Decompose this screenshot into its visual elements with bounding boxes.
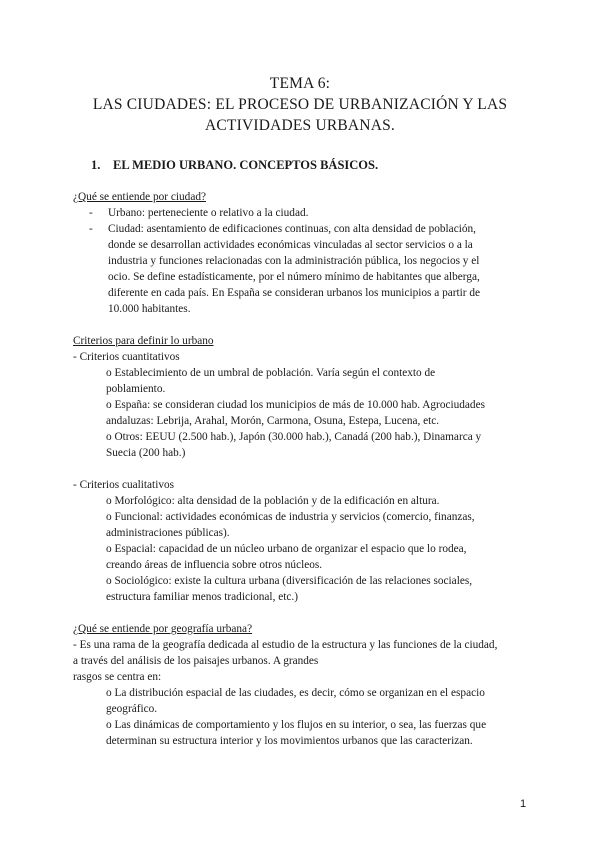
text-line: Ciudad: asentamiento de edificaciones continuas, con alta densidad de población,: [108, 223, 476, 235]
text-line: estructura familiar menos tradicional, etc.): [106, 591, 298, 603]
qualitative-label: - Criterios cualitativos: [73, 479, 175, 491]
text-line: rasgos se centra en:: [73, 671, 162, 683]
bullet-marker: -: [89, 207, 93, 219]
section-heading: [91, 158, 378, 173]
question-ciudad: ¿Qué se entiende por ciudad?: [73, 191, 206, 203]
text-line: Suecia (200 hab.): [106, 447, 186, 459]
quantitative-label: - Criterios cuantitativos: [73, 351, 180, 363]
quantitative-list: [106, 365, 485, 461]
section-number: 1.: [91, 158, 101, 172]
text-line: o Otros: EEUU (2.500 hab.), Japón (30.000 hab.), Canadá (200 hab.), Dinamarca y: [106, 431, 482, 443]
text-line: o Sociológico: existe la cultura urbana (diversificación de las relaciones sociales,: [106, 575, 473, 587]
text-line: o Las dinámicas de comportamiento y los flujos en su interior, o sea, las fuerzas que: [106, 719, 487, 731]
section-title: EL MEDIO URBANO. CONCEPTOS BÁSICOS.: [113, 158, 379, 172]
text-line: a través del análisis de los paisajes urbanos. A grandes: [73, 655, 319, 667]
bullet-marker: -: [89, 223, 93, 235]
page-number: 1: [520, 798, 527, 810]
title-line-1: TEMA 6:: [269, 75, 331, 92]
text-line: ocio. Se define estadísticamente, por el número mínimo de habitantes que alberga,: [108, 271, 480, 283]
text-line: geográfico.: [106, 703, 158, 715]
text-line: o Morfológico: alta densidad de la población y de la edificación en altura.: [106, 495, 440, 507]
text-line: o Funcional: actividades económicas de industria y servicios (comercio, finanzas,: [106, 511, 475, 523]
text-line: - Es una rama de la geografía dedicada al estudio de la estructura y las funciones de la ciudad,: [73, 639, 498, 651]
text-line: 10.000 habitantes.: [108, 303, 191, 315]
title-line-3: ACTIVIDADES URBANAS.: [204, 117, 395, 134]
text-line: o Espacial: capacidad de un núcleo urbano de organizar el espacio que lo rodea,: [106, 543, 467, 555]
bullet-ciudad-text: [108, 221, 480, 317]
geografia-intro: [73, 637, 497, 685]
text-line: donde se desarrollan actividades económicas vinculadas al sector servicios o a la: [108, 239, 473, 251]
text-line: creando áreas de influencia sobre otros núcleos.: [106, 559, 323, 571]
text-line: industria y funciones relacionadas con la administración pública, los negocios y el: [108, 255, 480, 267]
text-line: administraciones públicas).: [106, 527, 230, 539]
qualitative-list: [106, 493, 475, 605]
text-line: poblamiento.: [106, 383, 166, 395]
criteria-heading: Criterios para definir lo urbano: [73, 335, 214, 347]
title-line-2: LAS CIUDADES: EL PROCESO DE URBANIZACIÓN Y LAS: [92, 96, 508, 113]
text-line: o Establecimiento de un umbral de población. Varía según el contexto de: [106, 367, 436, 379]
text-line: o España: se consideran ciudad los municipios de más de 10.000 hab. Agrociudades: [106, 399, 485, 411]
text-line: andaluzas: Lebrija, Arahal, Morón, Carmona, Osuna, Estepa, Lucena, etc.: [106, 415, 440, 427]
text-line: determinan su estructura interior y los movimientos urbanos que las caracterizan.: [106, 735, 473, 747]
geografia-points: [106, 685, 486, 749]
text-line: diferente en cada país. En España se consideran urbanos los municipios a partir de: [108, 287, 481, 299]
bullet-urbano-text: Urbano: perteneciente o relativo a la ciudad.: [108, 207, 309, 219]
text-line: o La distribución espacial de las ciudades, es decir, cómo se organizan en el espacio: [106, 687, 485, 699]
question-geografia-urbana: ¿Qué se entiende por geografía urbana?: [73, 623, 253, 635]
